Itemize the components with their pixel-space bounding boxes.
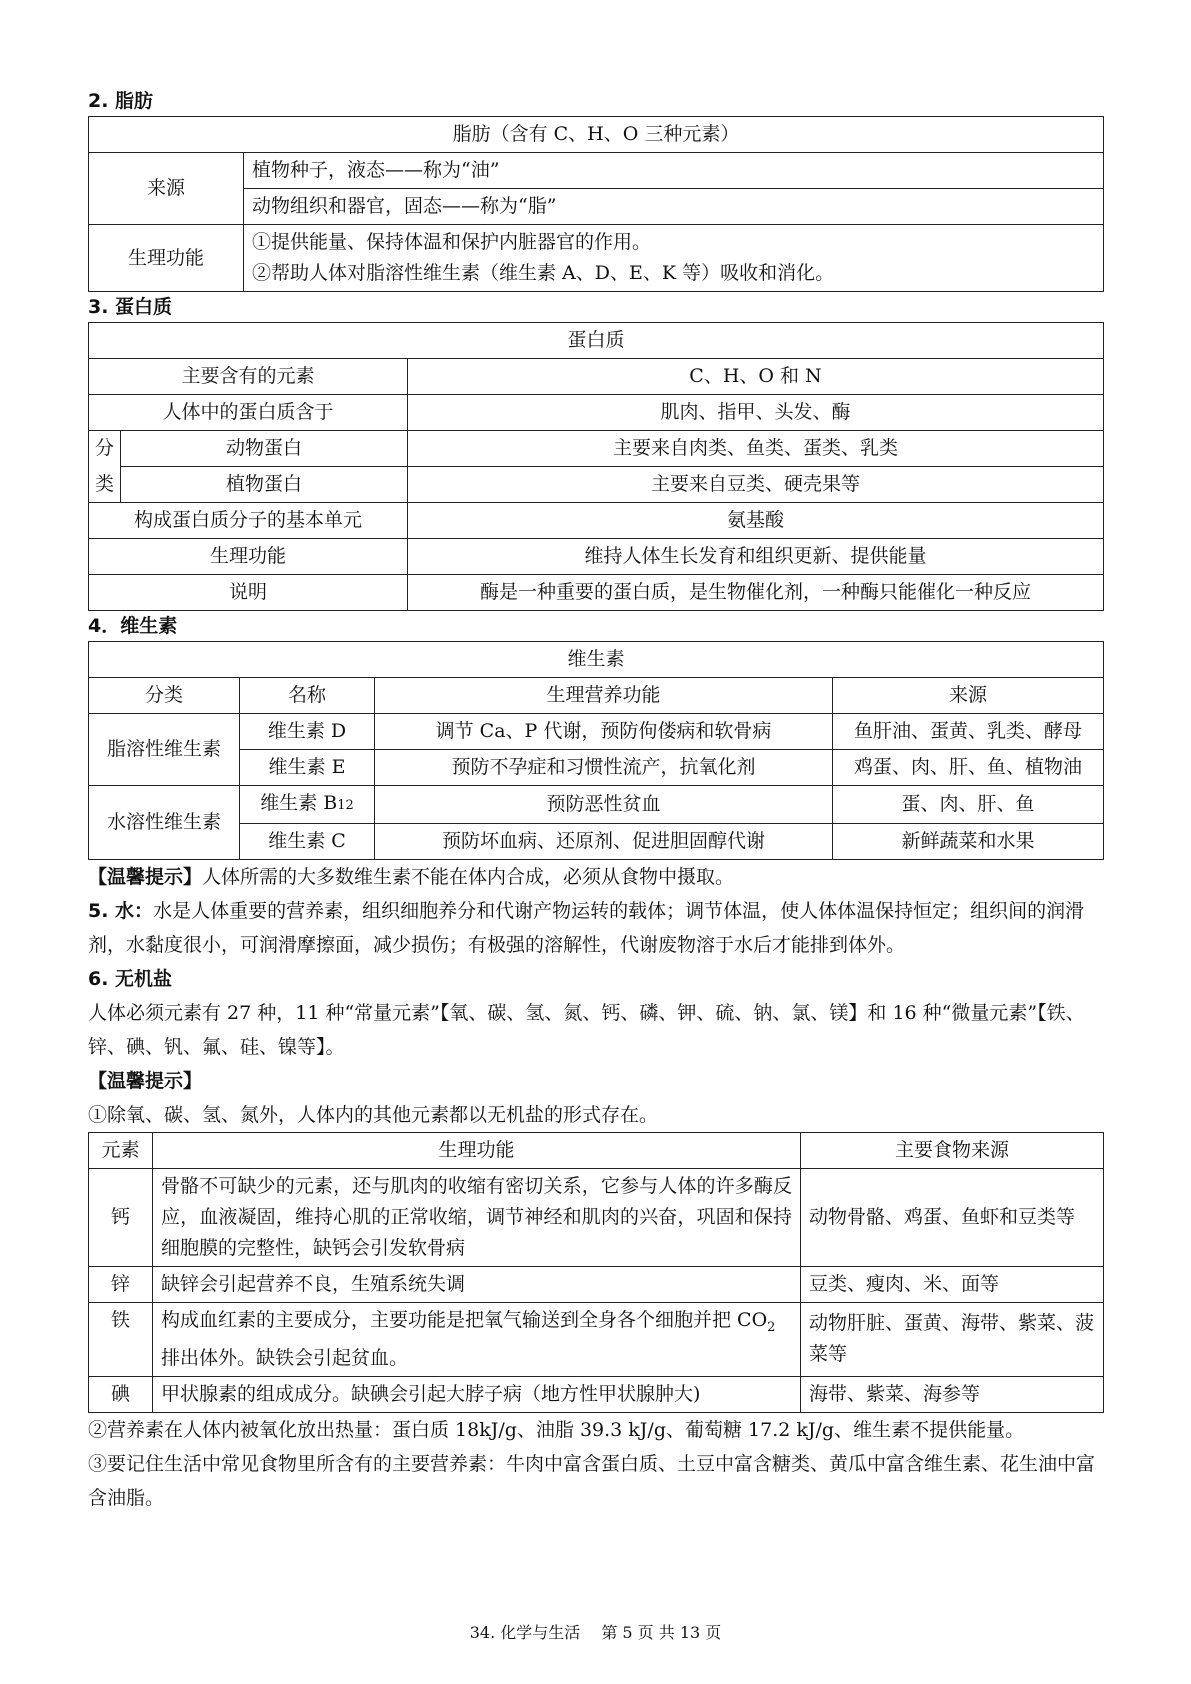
vitamin-name-text: 维生素 B: [260, 792, 338, 814]
fat-table: [88, 116, 1104, 292]
minerals-tip-label: 【温馨提示】: [88, 1070, 203, 1092]
tip-text: 人体所需的大多数维生素不能在体内合成，必须从食物中摄取。: [202, 866, 735, 888]
mineral-func-text: 构成血红素的主要成分，主要功能是把氧气输送到全身各个细胞并把 CO: [161, 1309, 768, 1331]
mineral-func: 缺锌会引起营养不良，生殖系统失调: [153, 1267, 801, 1303]
mineral-func-text: 排出体外。缺铁会引起贫血。: [161, 1346, 409, 1369]
protein-func-label: 生理功能: [89, 539, 408, 575]
mineral-source: 动物肝脏、蛋黄、海带、紫菜、菠菜等: [801, 1303, 1104, 1377]
vitamin-col-func: 生理营养功能: [375, 678, 833, 714]
protein-plant-label: 植物蛋白: [121, 467, 408, 503]
vitamin-table: [88, 641, 1104, 860]
vitamin-func: 预防恶性贫血: [375, 786, 833, 824]
vitamin-name: 维生素 D: [240, 714, 375, 750]
vitamin-tip: [88, 860, 1104, 894]
protein-class-1: 分: [89, 431, 121, 467]
vitamin-water-soluble-label: 水溶性维生素: [89, 786, 240, 860]
section-heading-protein: 3. 蛋白质: [88, 296, 173, 318]
mineral-element: 碘: [89, 1376, 153, 1412]
mineral-func: [153, 1303, 801, 1377]
protein-table: [88, 322, 1104, 611]
fat-source-1: 植物种子，液态——称为“油”: [244, 153, 1104, 189]
protein-found: 肌肉、指甲、头发、酶: [408, 395, 1104, 431]
minerals-col-element: 元素: [89, 1133, 153, 1169]
section-heading-water: 5. 水：: [88, 900, 154, 922]
protein-elements: C、H、O 和 N: [408, 359, 1104, 395]
vitamin-name: [240, 786, 375, 824]
fat-source-2: 动物组织和器官，固态——称为“脂”: [244, 189, 1104, 225]
mineral-element: 铁: [89, 1303, 153, 1377]
vitamin-func: 调节 Ca、P 代谢，预防佝偻病和软骨病: [375, 714, 833, 750]
protein-class-2: 类: [89, 467, 121, 503]
mineral-source: 豆类、瘦肉、米、面等: [801, 1267, 1104, 1303]
vitamin-source: 鱼肝油、蛋黄、乳类、酵母: [833, 714, 1104, 750]
fat-func-2: ②帮助人体对脂溶性维生素（维生素 A、D、E、K 等）吸收和消化。: [252, 262, 835, 284]
protein-animal: 主要来自肉类、鱼类、蛋类、乳类: [408, 431, 1104, 467]
protein-func: 维持人体生长发育和组织更新、提供能量: [408, 539, 1104, 575]
mineral-func: 骨骼不可缺少的元素，还与肌肉的收缩有密切关系，它参与人体的许多酶反应，血液凝固，维持心肌的正常收缩，调节神经和肌肉的兴奋，巩固和保持细胞膜的完整性，缺钙会引发软骨病: [153, 1169, 801, 1267]
vitamin-func: 预防坏血病、还原剂、促进胆固醇代谢: [375, 824, 833, 860]
protein-unit-label: 构成蛋白质分子的基本单元: [89, 503, 408, 539]
protein-elements-label: 主要含有的元素: [89, 359, 408, 395]
protein-plant: 主要来自豆类、硬壳果等: [408, 467, 1104, 503]
section-heading-fat: 2. 脂肪: [88, 90, 154, 112]
page-content: [88, 86, 1104, 1515]
mineral-source: 动物骨骼、鸡蛋、鱼虾和豆类等: [801, 1169, 1104, 1267]
vitamin-func: 预防不孕症和习惯性流产，抗氧化剂: [375, 750, 833, 786]
water-text: 水是人体重要的营养素，组织细胞养分和代谢产物运转的载体；调节体温，使人体体温保持恒定；组织间的润滑剂，水黏度很小，可润滑摩擦面，减少损伤；有极强的溶解性，代谢废物溶于水后才能排到体外。: [88, 900, 1085, 956]
section-heading-minerals: 6. 无机盐: [88, 968, 173, 990]
minerals-col-func: 生理功能: [153, 1133, 801, 1169]
minerals-intro: 人体必须元素有 27 种，11 种“常量元素”【氧、碳、氢、氮、钙、磷、钾、硫、钠、氯、镁】和 16 种“微量元素”【铁、锌、碘、钒、氟、硅、镍等】。: [88, 1002, 1085, 1058]
vitamin-name-subscript: 12: [337, 798, 354, 813]
protein-unit: 氨基酸: [408, 503, 1104, 539]
section-heading-vitamin: 4．维生素: [88, 615, 178, 637]
vitamin-col-class: 分类: [89, 678, 240, 714]
protein-animal-label: 动物蛋白: [121, 431, 408, 467]
minerals-table: [88, 1132, 1104, 1413]
minerals-col-source: 主要食物来源: [801, 1133, 1104, 1169]
minerals-tip-2: ②营养素在人体内被氧化放出热量：蛋白质 18kJ/g、油脂 39.3 kJ/g、葡萄糖 17.2 kJ/g、维生素不提供能量。: [88, 1418, 1025, 1441]
vitamin-source: 新鲜蔬菜和水果: [833, 824, 1104, 860]
vitamin-name: 维生素 E: [240, 750, 375, 786]
protein-found-label: 人体中的蛋白质含于: [89, 395, 408, 431]
mineral-element: 钙: [89, 1169, 153, 1267]
vitamin-name: 维生素 C: [240, 824, 375, 860]
protein-note: 酶是一种重要的蛋白质，是生物催化剂，一种酶只能催化一种反应: [408, 575, 1104, 611]
mineral-func: 甲状腺素的组成成分。缺碘会引起大脖子病（地方性甲状腺肿大): [153, 1376, 801, 1412]
minerals-tip-3: ③要记住生活中常见食物里所含有的主要营养素：牛肉中富含蛋白质、土豆中富含糖类、黄瓜中富含维生素、花生油中富含油脂。: [88, 1452, 1096, 1509]
fat-source-label: 来源: [89, 153, 244, 225]
fat-func: [244, 225, 1104, 292]
fat-table-title: 脂肪（含有 C、H、O 三种元素）: [89, 117, 1104, 153]
fat-func-1: ①提供能量、保持体温和保护内脏器官的作用。: [252, 231, 652, 253]
mineral-element: 锌: [89, 1267, 153, 1303]
vitamin-col-source: 来源: [833, 678, 1104, 714]
tip-label: 【温馨提示】: [88, 866, 203, 888]
minerals-tip-1: ①除氧、碳、氢、氮外，人体内的其他元素都以无机盐的形式存在。: [88, 1104, 659, 1126]
vitamin-fat-soluble-label: 脂溶性维生素: [89, 714, 240, 786]
fat-func-label: 生理功能: [89, 225, 244, 292]
protein-table-title: 蛋白质: [89, 323, 1104, 359]
mineral-source: 海带、紫菜、海参等: [801, 1376, 1104, 1412]
mineral-func-subscript: 2: [767, 1319, 776, 1335]
protein-note-label: 说明: [89, 575, 408, 611]
page-footer: 34. 化学与生活 第 5 页 共 13 页: [469, 1623, 722, 1642]
water-paragraph: [88, 894, 1104, 962]
vitamin-col-name: 名称: [240, 678, 375, 714]
vitamin-source: 蛋、肉、肝、鱼: [833, 786, 1104, 824]
vitamin-table-title: 维生素: [89, 642, 1104, 678]
vitamin-source: 鸡蛋、肉、肝、鱼、植物油: [833, 750, 1104, 786]
